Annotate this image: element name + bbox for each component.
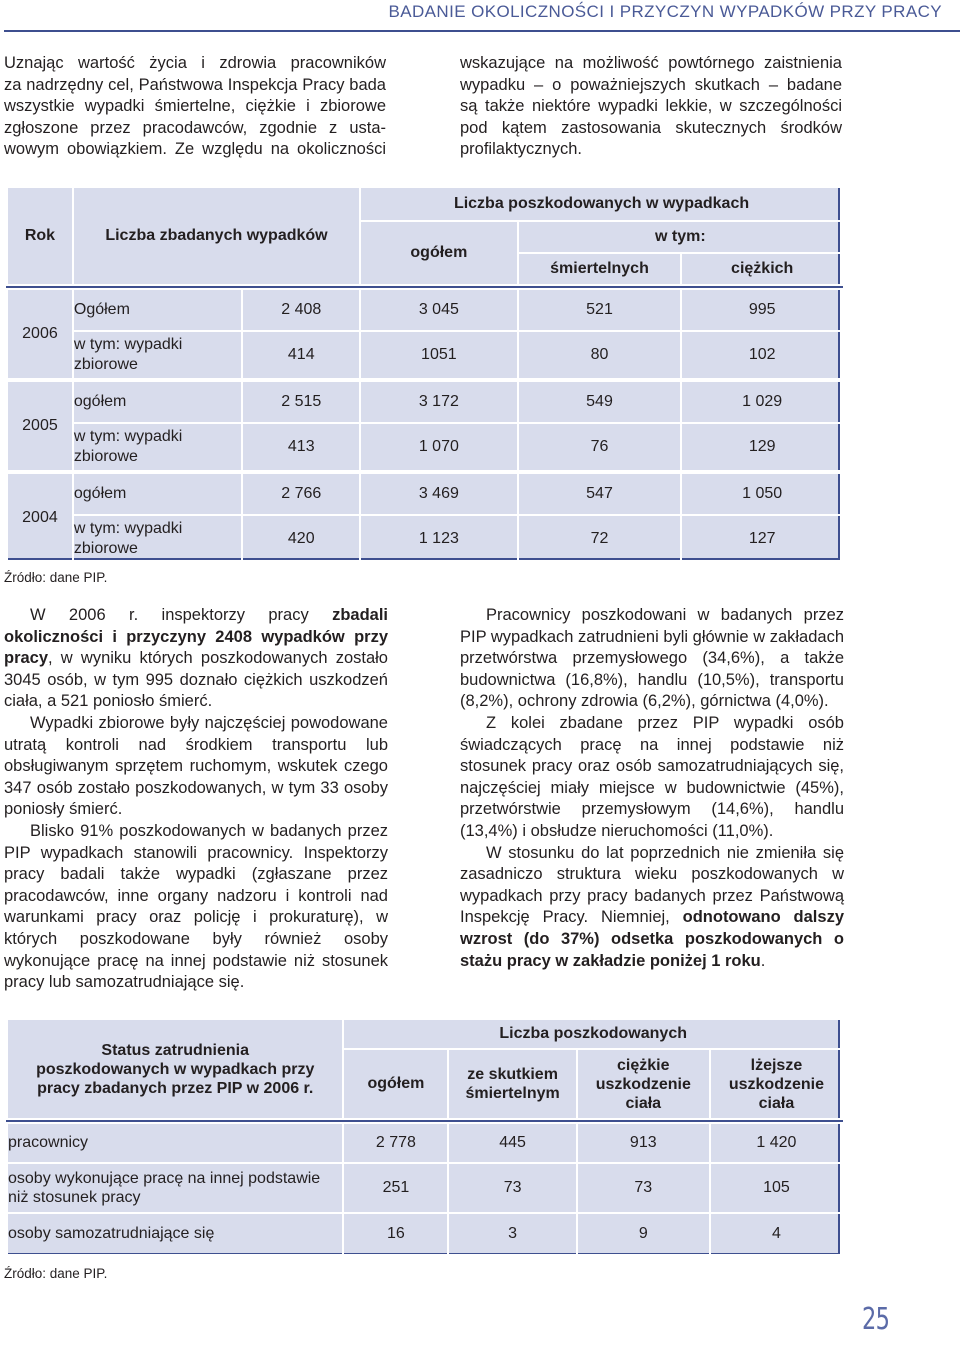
header-fatal: ze skutkiem śmiertelnym bbox=[448, 1049, 576, 1119]
intro-left-line: Uznając wartość życia i zdrowia pracowników bbox=[4, 54, 386, 72]
header-year: Rok bbox=[7, 187, 73, 285]
header-status: Status zatrudnienia poszkodowanych w wypadkach przy pracy zbadanych przez PIP w 2006 r. bbox=[7, 1019, 343, 1119]
cell-serious: 9 bbox=[577, 1213, 710, 1255]
row-label: ogółem bbox=[73, 381, 243, 423]
cell-fatal: 80 bbox=[518, 331, 682, 379]
text-run: W stosunku do lat poprzednich nie zmieniła się zasadniczo struktura wieku poszkodowanych w wypadkach przy pracy badanych przez Państwową Inspekcję Pracy. Niemniej, bbox=[460, 843, 844, 927]
cell-total: 1 070 bbox=[360, 423, 518, 471]
intro-left-column bbox=[4, 53, 386, 161]
row-label: ogółem bbox=[73, 473, 243, 515]
cell-fatal: 72 bbox=[518, 515, 682, 563]
accidents-table-frame bbox=[6, 186, 840, 560]
cell-serious: 1 029 bbox=[681, 381, 843, 423]
cell-serious: 913 bbox=[577, 1123, 710, 1163]
cell-fatal: 445 bbox=[448, 1123, 576, 1163]
paragraph bbox=[460, 843, 844, 973]
header-fatal: śmiertelnych bbox=[518, 253, 682, 285]
paragraph: Wypadki zbiorowe były najczęściej powodowane utratą kontroli nad środkiem transportu lub obsługiwanym sprzętem ruchomym, wskutek czego 347 osób zostało poszkodowanych, w tym 33 osoby poniosły śmierć. bbox=[4, 713, 388, 819]
cell-total: 3 469 bbox=[360, 473, 518, 515]
cell-total: 3 172 bbox=[360, 381, 518, 423]
intro-right-line: są także niektóre wypadki lekkie, w szczególności bbox=[460, 97, 842, 116]
table1-source: Źródło: dane PIP. bbox=[4, 570, 108, 585]
cell-accidents: 414 bbox=[242, 331, 360, 379]
body-right-column bbox=[460, 605, 844, 972]
cell-accidents: 2 515 bbox=[242, 381, 360, 423]
header-injured-group: Liczba poszkodowanych bbox=[343, 1019, 843, 1049]
intro-left-line: zgłoszone przez pracodawców, zgodnie z usta- bbox=[4, 118, 386, 137]
header-rule bbox=[4, 30, 960, 32]
cell-serious: 73 bbox=[577, 1163, 710, 1213]
employment-status-table bbox=[6, 1018, 844, 1256]
table2-source: Źródło: dane PIP. bbox=[4, 1266, 108, 1281]
cell-total: 3 045 bbox=[360, 289, 518, 331]
cell-total: 251 bbox=[343, 1163, 448, 1213]
intro-right-line: wypadku – o poważniejszych skutkach – badane bbox=[460, 75, 842, 94]
cell-light: 1 420 bbox=[710, 1123, 843, 1163]
row-year: 2005 bbox=[7, 381, 73, 471]
bold-text-run: zbadali okoliczności i przyczyny 2408 wypadków przy pracy bbox=[4, 606, 388, 668]
row-label: w tym: wypadki zbiorowe bbox=[73, 423, 243, 471]
cell-fatal: 76 bbox=[518, 423, 682, 471]
cell-total: 1 123 bbox=[360, 515, 518, 563]
row-label: pracownicy bbox=[7, 1123, 343, 1163]
employment-status-table-frame bbox=[6, 1018, 840, 1255]
intro-left-line: za nadrzędny cel, Państwowa Inspekcja Pracy bada bbox=[4, 75, 386, 94]
body-left-column bbox=[4, 605, 388, 994]
header-total: ogółem bbox=[343, 1049, 448, 1119]
row-label: osoby samozatrudniające się bbox=[7, 1213, 343, 1255]
paragraph: Z kolei zbadane przez PIP wypadki osób świadczących pracę na innej podstawie niż stosunek pracy oraz osób samozatrudniających się, najczęściej miały miejsce w budownictwie (45%), przetwórstwie przemysłowym (14,6%), handlu (13,4%) i obsłudze nieruchomości (11,0%). bbox=[460, 713, 844, 840]
cell-light: 105 bbox=[710, 1163, 843, 1213]
intro-right-line: wskazujące na możliwość powtórnego zaistnienia bbox=[460, 54, 842, 72]
intro-right-line: profilaktycznych. bbox=[460, 140, 582, 159]
intro-left-line: wszystkie wypadki śmiertelne, ciężkie i zbiorowe bbox=[4, 97, 386, 116]
page-number: 25 bbox=[862, 1302, 890, 1337]
cell-total: 16 bbox=[343, 1213, 448, 1255]
paragraph: Pracownicy poszkodowani w badanych przez PIP wypadkach zatrudnieni byli głównie w zakładach przetwórstwa przemysłowego (34,6%), a także budownictwa (16,8%), handlu (10,5%), transportu (8,2%), ochrony zdrowia (6,2%), górnictwa (4,0%). bbox=[460, 606, 844, 711]
cell-accidents: 420 bbox=[242, 515, 360, 563]
header-total: ogółem bbox=[360, 221, 518, 285]
header-serious: ciężkie uszkodzenie ciała bbox=[577, 1049, 710, 1119]
intro-left-line: wowym obowiązkiem. Ze względu na okoliczności bbox=[4, 140, 386, 159]
text-run: . bbox=[760, 951, 766, 970]
row-label: w tym: wypadki zbiorowe bbox=[73, 331, 243, 379]
header-of-which: w tym: bbox=[518, 221, 843, 253]
intro-right-column bbox=[460, 53, 842, 161]
cell-accidents: 2 408 bbox=[242, 289, 360, 331]
cell-total: 2 778 bbox=[343, 1123, 448, 1163]
row-year: 2004 bbox=[7, 473, 73, 563]
intro-right-line: pod kątem zastosowania skutecznych środków bbox=[460, 118, 842, 137]
row-label: w tym: wypadki zbiorowe bbox=[73, 515, 243, 563]
cell-serious: 127 bbox=[681, 515, 843, 563]
paragraph bbox=[4, 605, 388, 713]
row-label: Ogółem bbox=[73, 289, 243, 331]
cell-fatal: 547 bbox=[518, 473, 682, 515]
cell-fatal: 521 bbox=[518, 289, 682, 331]
cell-fatal: 549 bbox=[518, 381, 682, 423]
header-injured-group: Liczba poszkodowanych w wypadkach bbox=[360, 187, 843, 221]
cell-accidents: 413 bbox=[242, 423, 360, 471]
header-investigated: Liczba zbadanych wypadków bbox=[73, 187, 360, 285]
cell-serious: 102 bbox=[681, 331, 843, 379]
cell-light: 4 bbox=[710, 1213, 843, 1255]
running-header: BADANIE OKOLICZNOŚCI I PRZYCZYN WYPADKÓW PRZY PRACY bbox=[388, 2, 942, 21]
accidents-table bbox=[6, 186, 844, 564]
bold-text-run: odnotowano dalszy wzrost (do 37%) odsetka poszkodowanych o stażu pracy w zakładzie poniżej 1 roku bbox=[460, 908, 844, 970]
text-run: W 2006 r. inspektorzy pracy bbox=[30, 606, 333, 624]
cell-serious: 995 bbox=[681, 289, 843, 331]
text-run: , w wyniku których poszkodowanych zostało 3045 osób, w tym 995 doznało ciężkich uszkodzeń ciała, a 521 poniosło śmierć. bbox=[4, 649, 388, 711]
header-light: lżejsze uszkodzenie ciała bbox=[710, 1049, 843, 1119]
cell-fatal: 3 bbox=[448, 1213, 576, 1255]
paragraph: Blisko 91% poszkodowanych w badanych przez PIP wypadkach stanowili pracownicy. Inspektorzy pracy badali także wypadki (zgłaszane przez pracodawców, inne organy nadzoru i kontroli nad warunkami pracy oraz policję i prokuraturę), w których poszkodowane były również osoby wykonujące pracę na innej podstawie niż stosunek pracy lub samozatrudniające się. bbox=[4, 821, 388, 992]
cell-fatal: 73 bbox=[448, 1163, 576, 1213]
cell-total: 1051 bbox=[360, 331, 518, 379]
row-year: 2006 bbox=[7, 289, 73, 379]
header-serious: ciężkich bbox=[681, 253, 843, 285]
row-label: osoby wykonujące pracę na innej podstawie niż stosunek pracy bbox=[7, 1163, 343, 1213]
cell-accidents: 2 766 bbox=[242, 473, 360, 515]
cell-serious: 129 bbox=[681, 423, 843, 471]
cell-serious: 1 050 bbox=[681, 473, 843, 515]
